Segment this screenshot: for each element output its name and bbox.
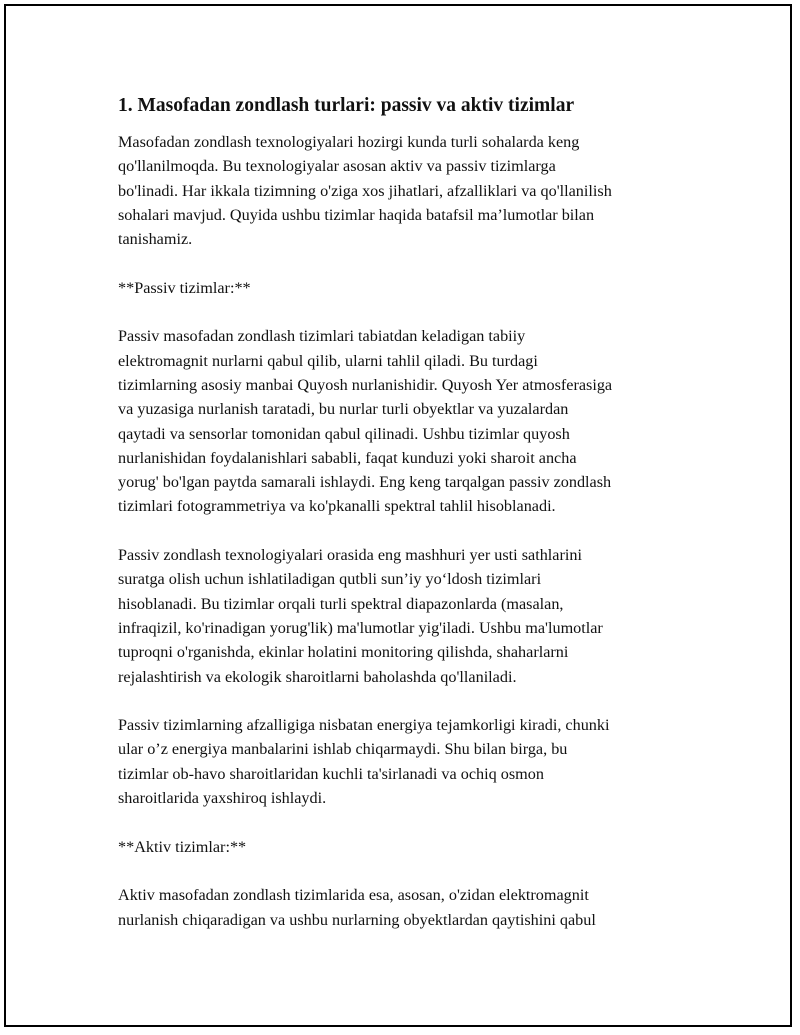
text-line: tizimlarning asosiy manbai Quyosh nurlanishidir. Quyosh Yer atmosferasiga (118, 375, 613, 394)
text-line: Passiv masofadan zondlash tizimlari tabiatdan keladigan tabiiy (118, 327, 526, 346)
text-line: Passiv zondlash texnologiyalari orasida eng mashhuri yer usti sathlarini (118, 546, 582, 565)
document-body (118, 92, 708, 956)
section-heading-active (118, 835, 708, 859)
paragraph-passive-technologies (118, 543, 708, 689)
text-line: tuproqni o'rganishda, ekinlar holatini monitoring qilishda, shaharlarni (118, 643, 569, 662)
section-heading-passive (118, 276, 708, 300)
text-line: nurlanish chiqaradigan va ushbu nurlarning obyektlardan qaytishini qabul (118, 910, 596, 929)
text-line: rejalashtirish va ekologik sharoitlarni baholashda qo'llaniladi. (118, 667, 517, 686)
text-line: **Aktiv tizimlar:** (118, 837, 247, 856)
text-line: hisoblanadi. Bu tizimlar orqali turli spektral diapazonlarda (masalan, (118, 594, 564, 613)
text-line: Masofadan zondlash texnologiyalari hozirgi kunda turli sohalarda keng (118, 133, 580, 151)
text-line: va yuzasiga nurlanish taratadi, bu nurlar turli obyektlar va yuzalardan (118, 400, 569, 419)
text-line: tizimlar ob-havo sharoitlaridan kuchli ta'sirlanadi va ochiq osmon (118, 764, 544, 783)
paragraph-passive-definition (118, 324, 708, 518)
text-line: qaytadi va sensorlar tomonidan qabul qilinadi. Ushbu tizimlar quyosh (118, 424, 570, 443)
text-line: tanishamiz. (118, 230, 193, 249)
text-line: qo'llanilmoqda. Bu texnologiyalar asosan aktiv va passiv tizimlarga (118, 157, 556, 176)
text-line: sohalari mavjud. Quyida ushbu tizimlar haqida batafsil ma’lumotlar bilan (118, 205, 595, 224)
text-line: ular o’z energiya manbalarini ishlab chiqarmaydi. Shu bilan birga, bu (118, 740, 568, 759)
text-line: **Passiv tizimlar:** (118, 278, 251, 297)
text-line: Passiv tizimlarning afzalligiga nisbatan energiya tejamkorligi kiradi, chunki (118, 716, 610, 735)
paragraph-passive-advantages (118, 713, 708, 810)
document-title: 1. Masofadan zondlash turlari: passiv va aktiv tizimlar (118, 95, 575, 116)
text-line: nurlanishidan foydalanishlari sababli, faqat kunduzi yoki sharoit ancha (118, 448, 577, 467)
text-line: bo'linadi. Har ikkala tizimning o'ziga xos jihatlari, afzalliklari va qo'llanilish (118, 181, 612, 200)
text-line: sharoitlarida yaxshiroq ishlaydi. (118, 789, 327, 808)
text-line: yorug' bo'lgan paytda samarali ishlaydi. Eng keng tarqalgan passiv zondlash (118, 473, 612, 492)
text-line: infraqizil, ko'rinadigan yorug'lik) ma'lumotlar yig'iladi. Ushbu ma'lumotlar (118, 618, 603, 637)
paragraph-intro (118, 130, 708, 251)
text-line: Aktiv masofadan zondlash tizimlarida esa, asosan, o'zidan elektromagnit (118, 886, 589, 905)
paragraph-active-definition (118, 883, 708, 932)
text-line: tizimlari fotogrammetriya va ko'pkanalli spektral tahlil hisoblanadi. (118, 497, 556, 516)
text-line: elektromagnit nurlarni qabul qilib, ularni tahlil qiladi. Bu turdagi (118, 351, 538, 370)
text-line: suratga olish uchun ishlatiladigan qutbli sun’iy yo‘ldosh tizimlari (118, 570, 542, 589)
